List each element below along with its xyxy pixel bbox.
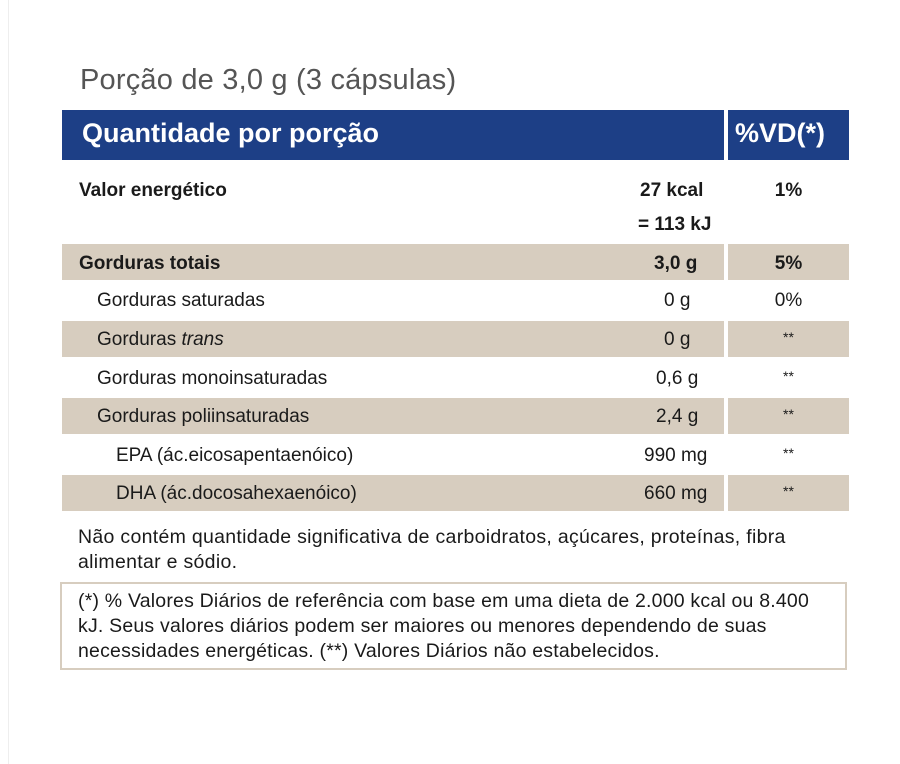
row-vd: **	[783, 406, 794, 422]
table-row-total-fat	[62, 244, 849, 280]
page-edge	[8, 0, 9, 764]
row-vd: 0%	[774, 290, 803, 311]
row-vd: 1%	[774, 180, 803, 201]
header-quantity: Quantidade por porção	[82, 118, 380, 148]
row-name-italic: trans	[181, 329, 224, 350]
table-header	[62, 110, 849, 160]
row-amount: 990 mg	[644, 445, 708, 466]
table-row-polyunsaturated	[62, 398, 849, 434]
row-amount: 660 mg	[644, 483, 708, 504]
row-vd: **	[783, 329, 794, 345]
row-vd: **	[783, 483, 794, 499]
row-name: Valor energético	[79, 180, 227, 201]
row-amount: 2,4 g	[656, 406, 699, 427]
row-amount-kj: = 113 kJ	[638, 214, 712, 235]
row-name: Gorduras saturadas	[97, 290, 265, 311]
header-divider	[724, 110, 728, 160]
row-amount: 3,0 g	[654, 253, 698, 274]
table-row-dha	[62, 475, 849, 511]
serving-size: Porção de 3,0 g (3 cápsulas)	[80, 64, 457, 96]
row-amount: 0,6 g	[656, 368, 699, 389]
row-name: Gorduras poliinsaturadas	[97, 406, 310, 427]
row-vd: **	[783, 368, 794, 384]
nutrition-note: Não contém quantidade significativa de carboidratos, açúcares, proteínas, fibra alimentar e sódio.	[78, 526, 786, 573]
footnote-text: (*) % Valores Diários de referência com base em uma dieta de 2.000 kcal ou 8.400 kJ. Seus valores diários podem ser maiores ou menores dependendo de suas necessidades energéticas. (**) Valores Diários não estabelecidos.	[78, 590, 810, 662]
row-name: DHA (ác.docosahexaenóico)	[116, 483, 357, 504]
row-amount: 0 g	[664, 290, 691, 311]
table-row-trans	[62, 321, 849, 357]
row-name: Gorduras monoinsaturadas	[97, 368, 328, 389]
footnote-box	[60, 582, 847, 670]
row-amount: 0 g	[664, 329, 691, 350]
table-row-saturated	[62, 282, 849, 318]
row-name: Gorduras totais	[79, 253, 221, 274]
row-vd: 5%	[774, 253, 803, 274]
row-name: Gorduras	[97, 329, 177, 350]
table-row-epa	[62, 436, 849, 472]
row-vd: **	[783, 445, 794, 461]
table-row-monounsaturated	[62, 359, 849, 395]
row-amount: 27 kcal	[640, 180, 704, 201]
header-vd: %VD(*)	[735, 118, 826, 148]
table-row-energy	[62, 170, 849, 242]
row-name: EPA (ác.eicosapentaenóico)	[116, 445, 354, 466]
